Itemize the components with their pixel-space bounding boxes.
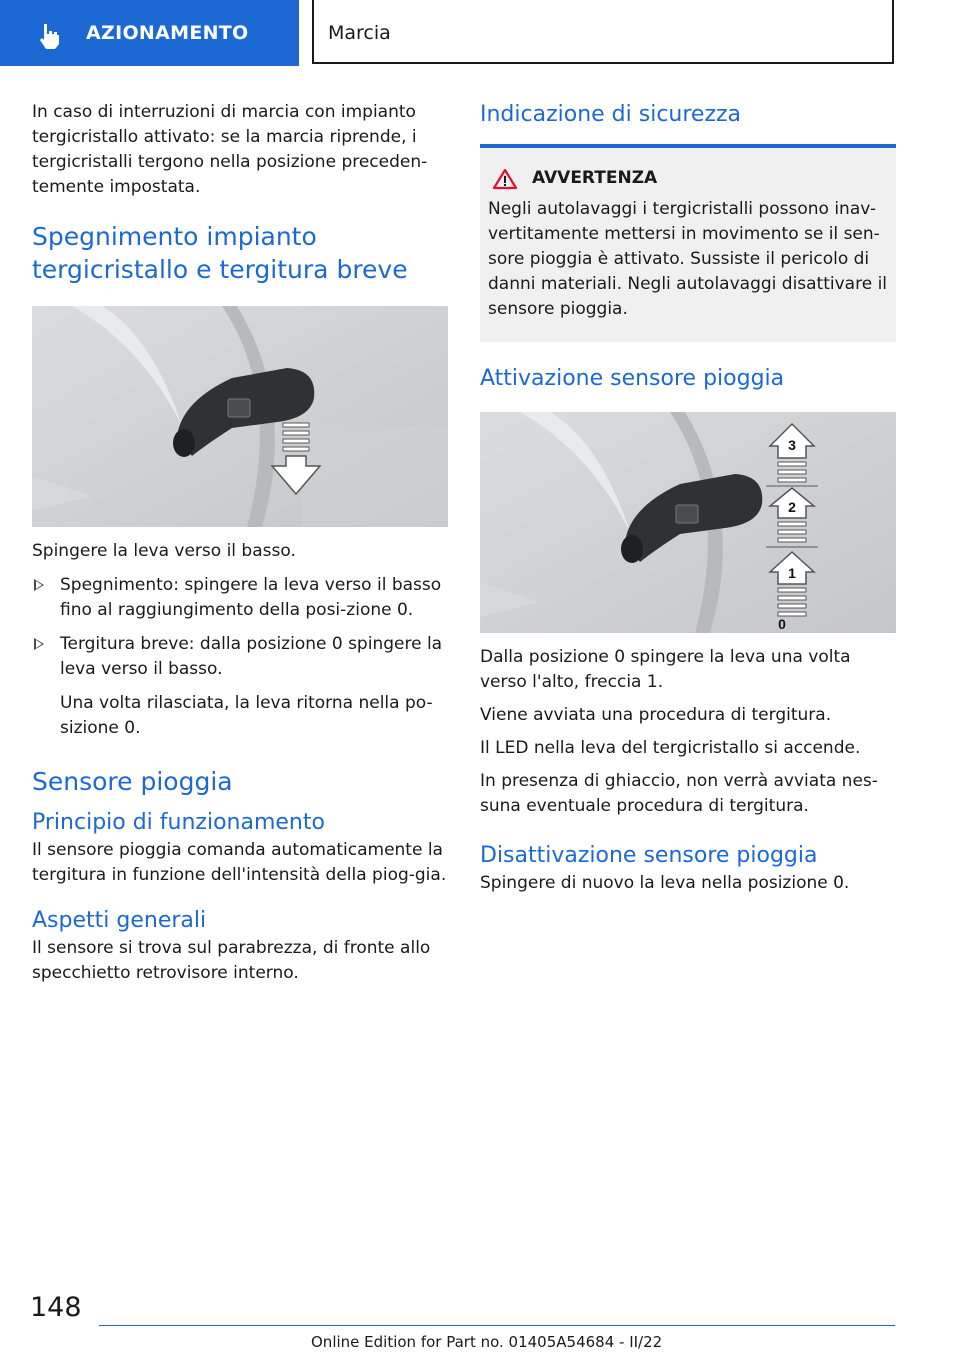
bullet-item: Tergitura breve: dalla posizione 0 spingere la leva verso il basso. xyxy=(32,632,448,682)
hand-pointer-icon xyxy=(36,22,64,50)
page-number: 148 xyxy=(30,1292,82,1323)
deactivate-text: Spingere di nuovo la leva nella posizione 0. xyxy=(480,873,850,893)
section-box xyxy=(312,0,894,64)
activate-text-2: Viene avviata una procedura di tergitura. xyxy=(480,705,832,725)
left-column xyxy=(32,100,448,986)
warning-text: Negli autolavaggi i tergicristalli possono inav-vertitamente mettersi in movimento se il sen-sore pioggia è attivato. Sussiste il pericolo di danni materiali. Negli autolavaggi disattivare il sensore pioggia. xyxy=(488,199,888,319)
heading-principle: Principio di funzionamento xyxy=(32,810,325,835)
heading-activate: Attivazione sensore pioggia xyxy=(480,366,785,391)
warning-box xyxy=(480,148,896,342)
intro-paragraph: In caso di interruzioni di marcia con impianto tergicristallo attivato: se la marcia riprende, i tergicristalli tergono nella posizione preceden-temente impostata. xyxy=(32,102,428,197)
activate-text-1: Dalla posizione 0 spingere la leva una volta verso l'alto, freccia 1. xyxy=(480,647,851,692)
warning-title: AVVERTENZA xyxy=(532,168,658,188)
position-label: 0 xyxy=(778,616,786,632)
push-down-text: Spingere la leva verso il basso. xyxy=(32,541,296,561)
heading-deactivate: Disattivazione sensore pioggia xyxy=(480,843,818,868)
bullet-note: Una volta rilasciata, la leva ritorna nella po-sizione 0. xyxy=(60,693,433,738)
warning-triangle-icon xyxy=(492,168,518,190)
position-label: 3 xyxy=(788,437,796,453)
general-text: Il sensore si trova sul parabrezza, di fronte allo specchietto retrovisore interno. xyxy=(32,938,431,983)
heading-rain-sensor: Sensore pioggia xyxy=(32,767,233,796)
position-label: 2 xyxy=(788,499,796,515)
section-title: Marcia xyxy=(328,22,391,44)
heading-wiper-off: Spegnimento impianto tergicristallo e tergitura breve xyxy=(32,222,408,284)
activate-text-3: Il LED nella leva del tergicristallo si accende. xyxy=(480,738,861,758)
chapter-title: AZIONAMENTO xyxy=(86,22,249,44)
heading-general: Aspetti generali xyxy=(32,908,207,933)
activate-text-4: In presenza di ghiaccio, non verrà avviata nes-suna eventuale procedura di tergitura. xyxy=(480,771,878,816)
bullet-item: Spegnimento: spingere la leva verso il basso fino al raggiungimento della posi-zione 0. xyxy=(32,573,448,623)
lever-down-figure xyxy=(32,306,448,527)
bullet-triangle-icon xyxy=(34,579,44,591)
principle-text: Il sensore pioggia comanda automaticamente la tergitura in funzione dell'intensità della piog-gia. xyxy=(32,840,447,885)
edition-text: Online Edition for Part no. 01405A54684 - II/22 xyxy=(311,1333,663,1351)
bullet-triangle-icon xyxy=(34,638,44,650)
chapter-tab[interactable] xyxy=(0,0,299,66)
lever-up-figure xyxy=(480,412,896,633)
heading-safety: Indicazione di sicurezza xyxy=(480,100,896,148)
position-label: 1 xyxy=(788,565,796,581)
right-column xyxy=(480,100,896,896)
footer-divider xyxy=(99,1325,895,1326)
